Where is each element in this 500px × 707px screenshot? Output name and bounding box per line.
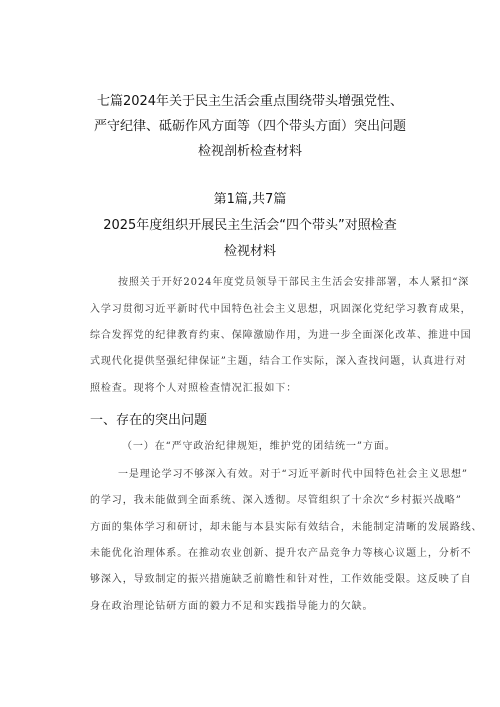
intro-line-1: 按照关于开好2024年度党员领导干部民主生活会安排部署，本人紧扣“深: [118, 277, 470, 288]
intro-line-3: 综合发挥党的纪律教育约束、保障激励作用，为进一步全面深化改革、推进中国: [90, 330, 472, 341]
point-line-5: 够深入，导致制定的振兴措施缺乏前瞻性和针对性，工作效能受限。这反映了自: [90, 574, 472, 585]
intro-line-2: 入学习贯彻习近平新时代中国特色社会主义思想，巩固深化党纪学习教育成果，: [90, 304, 472, 315]
document-title: [0, 89, 500, 164]
point-line-6: 身在政治理论钻研方面的毅力不足和实践指导能力的欠缺。: [90, 601, 374, 612]
intro-line-5: 照检查。现将个人对照检查情况汇报如下：: [90, 383, 298, 394]
intro-line-4: 式现代化提供坚强纪律保证”主题，结合工作实际，深入查找问题，认真进行对: [90, 356, 467, 367]
part-label: 第1篇,共7篇: [213, 192, 287, 207]
point-line-3: 方面的集体学习和研讨，却未能与本县实际有效结合，未能制定清晰的发展路线、: [90, 522, 483, 533]
subtitle-line-1: 2025年度组织开展民主生活会“四个带头”对照检查: [103, 218, 397, 233]
title-line-1: 七篇2024年关于民主生活会重点围绕带头增强党性、: [96, 94, 404, 109]
subtitle-line-2: 检视材料: [223, 244, 276, 259]
title-line-3: 检视剖析检查材料: [197, 144, 302, 159]
section-heading: 一、存在的突出问题: [90, 413, 208, 428]
point-line-4: 未能优化治理体系。在推动农业创新、提升农产品竞争力等核心议题上，分析不: [90, 548, 472, 559]
point-line-2: 的学习，我未能做到全面系统、深入透彻。尽管组织了十余次“乡村振兴战略”: [90, 495, 462, 506]
point-line-1: 一是理论学习不够深入有效。对于“习近平新时代中国特色社会主义思想”: [118, 469, 468, 480]
sub-heading: （一）在“严守政治纪律规矩，维护党的团结统一”方面。: [122, 441, 396, 452]
title-line-2: 严守纪律、砥砺作风方面等（四个带头方面）突出问题: [93, 119, 406, 134]
